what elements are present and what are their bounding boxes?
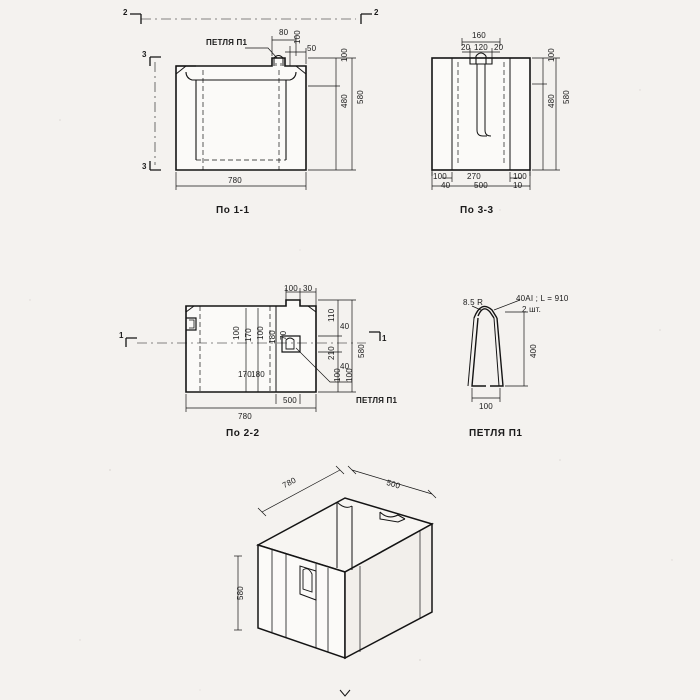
- label-loop-p1-view11: ПЕТЛЯ П1: [206, 38, 248, 47]
- view-3-3-geometry: [432, 53, 530, 176]
- dim-480-view33: 480: [547, 94, 556, 108]
- section-mark-1-right: 1: [382, 334, 387, 343]
- section-mark-2-top: 2: [123, 8, 128, 17]
- dim-110-view22: 110: [327, 308, 336, 322]
- dim-70-view22: 70: [279, 330, 288, 340]
- dim-40b-view22: 40: [340, 362, 350, 371]
- dim-100c-view22: 100: [345, 368, 354, 382]
- dim-480-view11: 480: [340, 94, 349, 108]
- iso-dim-500: 500: [385, 478, 402, 491]
- iso-dim-580: 580: [236, 586, 245, 600]
- loop-radius-note: 8.5 R: [463, 298, 484, 307]
- loop-bar-spec: 40АI ; L = 910: [516, 294, 569, 303]
- section-mark-1-left: 1: [119, 331, 124, 340]
- section-mark-2-right: 2: [374, 8, 379, 17]
- dim-780-view22: 780: [238, 412, 252, 421]
- dim-100-right-view11: 100: [340, 48, 349, 62]
- caption-view-1-1: По 1-1: [216, 205, 250, 216]
- dim-40a-view22: 40: [340, 322, 350, 331]
- dim-100-right-view33: 100: [513, 172, 527, 181]
- dim-100b-view22: 100: [333, 368, 342, 382]
- section-mark-3-bottom: 3: [142, 162, 147, 171]
- dim-100-col-view22: 100: [232, 326, 241, 340]
- dim-20-right-view33: 20: [494, 43, 504, 52]
- label-loop-p1-view22: ПЕТЛЯ П1: [356, 396, 398, 405]
- dim-100-top-view33: 100: [547, 48, 556, 62]
- iso-dim-780: 780: [281, 475, 298, 491]
- dim-580-view11: 580: [356, 90, 365, 104]
- loop-dim-100: 100: [479, 402, 493, 411]
- dim-180b-view22: 180: [251, 370, 265, 379]
- dim-100-left-view33: 100: [433, 172, 447, 181]
- view-1-1-geometry: [176, 56, 306, 171]
- dim-500-view22: 500: [283, 396, 297, 405]
- dim-20-left-view33: 20: [461, 43, 471, 52]
- dim-780-view11: 780: [228, 176, 242, 185]
- caption-view-3-3: По 3-3: [460, 205, 494, 216]
- view-iso-geometry: [258, 498, 432, 658]
- dim-180-view22: 180: [268, 330, 277, 344]
- dim-30-view22: 30: [303, 284, 313, 293]
- dim-580-view33: 580: [562, 90, 571, 104]
- loop-dim-400: 400: [529, 344, 538, 358]
- dim-580-view22: 580: [357, 344, 366, 358]
- dim-100-inner-view22: 100: [256, 326, 265, 340]
- view-loop-geometry: [468, 306, 503, 386]
- section-mark-3-top: 3: [142, 50, 147, 59]
- dim-50-view11: 50: [307, 44, 317, 53]
- loop-bar-count: 2 шт.: [522, 305, 542, 314]
- dim-40-view33: 40: [441, 181, 451, 190]
- dim-270-view33: 270: [467, 172, 481, 181]
- dim-100-top-view11: 100: [293, 30, 302, 44]
- dim-80-view11: 80: [279, 28, 289, 37]
- dim-170-view22: 170: [244, 328, 253, 342]
- dim-160-view33: 160: [472, 31, 486, 40]
- dim-120-view33: 120: [474, 43, 488, 52]
- dim-100-top-view22: 100: [284, 284, 298, 293]
- dim-170b-view22: 170: [238, 370, 252, 379]
- caption-view-2-2: По 2-2: [226, 428, 260, 439]
- dim-210-view22: 210: [327, 346, 336, 360]
- caption-view-loop: ПЕТЛЯ П1: [469, 428, 523, 439]
- dim-500-view33: 500: [474, 181, 488, 190]
- dim-10-view33: 10: [513, 181, 523, 190]
